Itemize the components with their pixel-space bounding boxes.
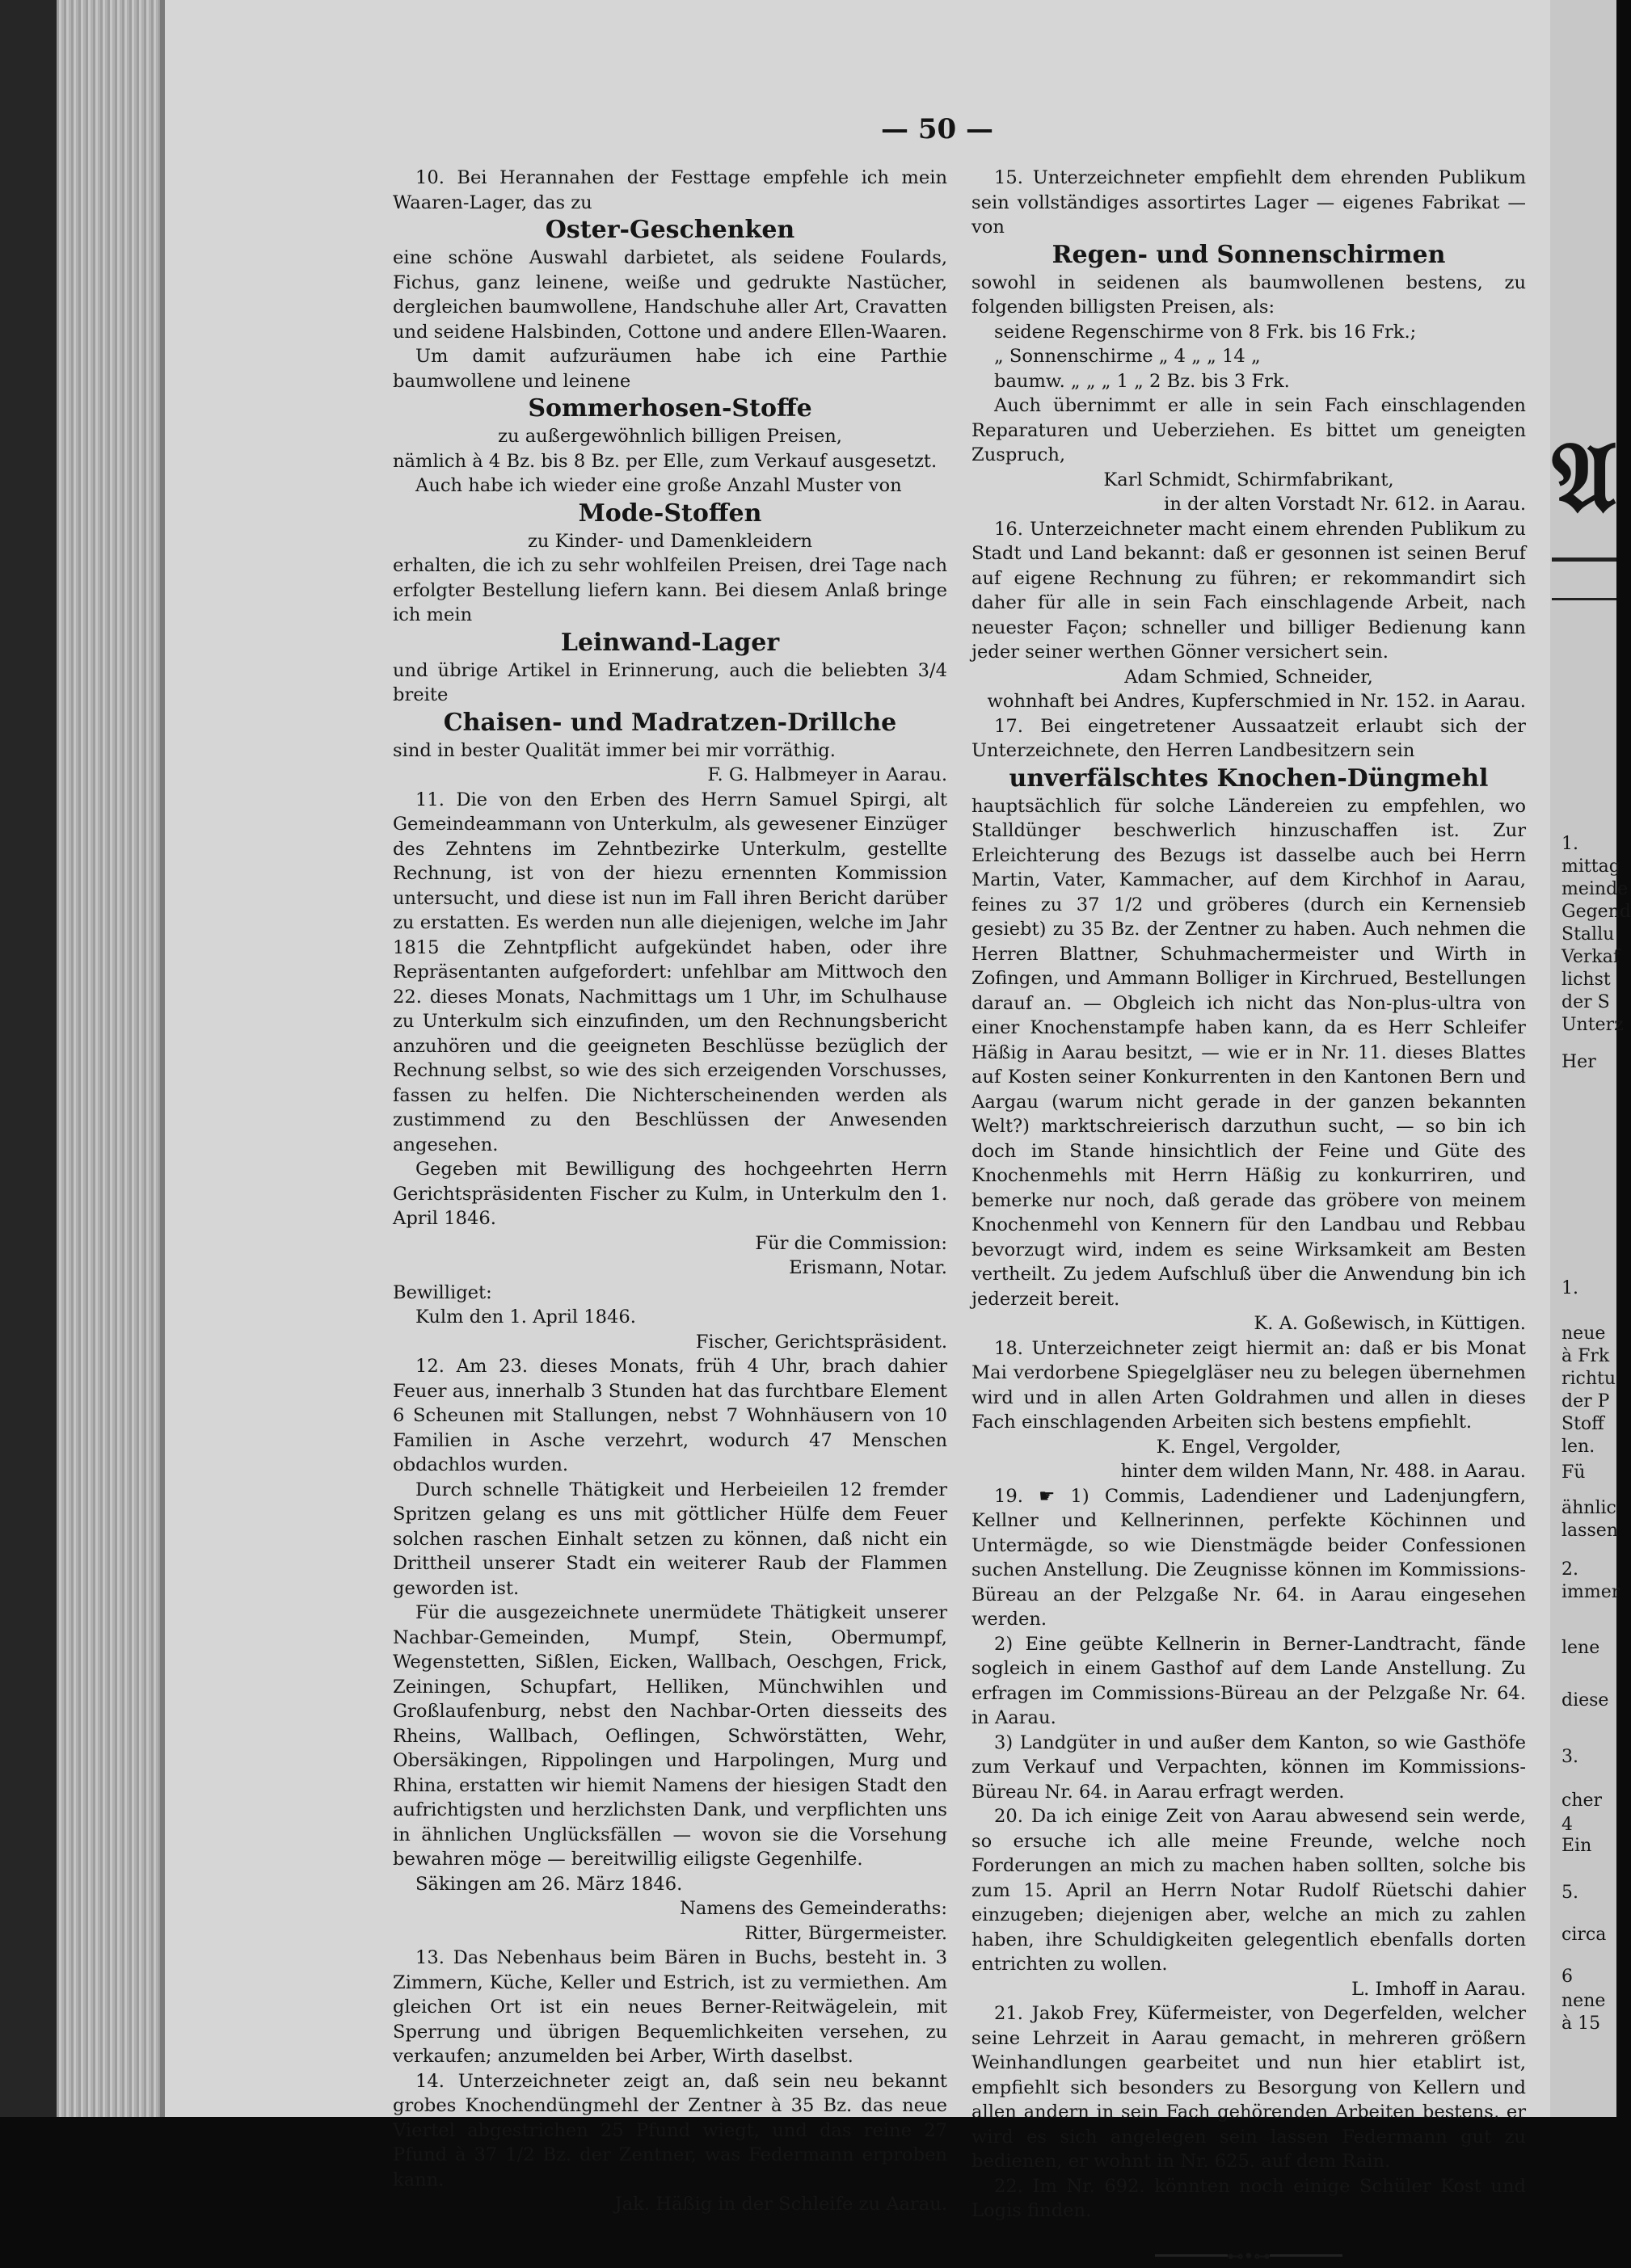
book-binding [0, 0, 57, 2117]
text-paragraph: 10. Bei Herannahen der Festtage empfehle ich mein Waaren-Lager, das zu [393, 167, 947, 213]
next-page-fragment: 4 [1561, 1815, 1573, 1835]
text-paragraph: Karl Schmidt, Schirmfabrikant, [1103, 469, 1394, 490]
advert-heading: Oster-Geschenken [545, 216, 795, 244]
text-paragraph: Gegeben mit Bewilligung des hochgeehrten Herrn Gerichtspräsidenten Fischer zu Kulm, in Unterkulm den 1. April 1846. [393, 1159, 947, 1229]
next-page-fragment: à Frk [1561, 1346, 1610, 1366]
signature-line: Jak. Häßig in der Schleife zu Aarau. [614, 2194, 947, 2215]
next-page-fragment: der P [1561, 1391, 1610, 1412]
signature-line: Fischer, Gerichtspräsident. [695, 1331, 947, 1353]
signature-line: Für die Commission: [755, 1232, 947, 1254]
next-page-fragment: cher [1561, 1790, 1603, 1811]
text-paragraph: Durch schnelle Thätigkeit und Herbeieilen 12 fremder Spritzen gelang es uns mit göttlicher Hülfe dem Feuer solchen raschen Einhalt setzen zu können, daß nicht ein Drittheil unserer Stadt ein weiterer Raub der Flammen geworden ist. [393, 1479, 947, 1599]
signature-line: hinter dem wilden Mann, Nr. 488. in Aarau. [1120, 1461, 1526, 1482]
text-paragraph: Auch übernimmt er alle in sein Fach einschlagenden Reparaturen und Ueberziehen. Es bittet um geneigten Zuspruch, [971, 395, 1526, 465]
page-number: — 50 — [881, 113, 993, 145]
text-paragraph: Adam Schmied, Schneider, [1124, 666, 1373, 688]
text-paragraph: 21. Jakob Frey, Küfermeister, von Degerfelden, welcher seine Lehrzeit in Aarau gemacht, in mehreren größern Weinhandlungen gearbeitet und nun hier etablirt ist, empfiehlt sich besonders zu Besorgung von Kellern und allen andern in sein Fach gehörenden Arbeiten bestens, er wird es sich angelegen sein lassen Federmann gut zu bedienen, er wohnt in Nr. 625. auf dem Rain. [971, 2003, 1526, 2172]
next-page-fragment: 1. [1561, 834, 1578, 854]
text-paragraph: 19. ☛ 1) Commis, Ladendiener und Ladenjungfern, Kellner und Kellnerinnen, perfekte Köchinnen und Untermägde, so wie Dienstmägde beider Confessionen suchen Anstellung. Die Zeugnisse können im Kommissions-Büreau an der Pelzgaße Nr. 64. in Aarau eingesehen werden. [971, 1485, 1526, 1630]
next-page-fragment: lene [1561, 1638, 1600, 1658]
text-paragraph: 11. Die von den Erben des Herrn Samuel Spirgi, alt Gemeindeammann von Unterkulm, als gewesener Einzüger des Zehntens im Zehntbezirke Unterkulm, gestellte Rechnung, ist von der hiezu ernennten Kommission untersucht, und diese ist nun im Fall ihren Bericht darüber zu erstatten. Es werden nun alle diejenigen, welche im Jahr 1815 die Zehntpflicht aufgekündet haben, oder ihre Repräsentanten aufgefordert: unfehlbar am Mittwoch den 22. dieses Monats, Nachmittags um 1 Uhr, im Schulhause zu Unterkulm sich einzufinden, um den Rechnungsbericht anzuhören und die geeigneten Beschlüsse bezüglich der Rechnung selbst, so wie des sich erzeigenden Vorschusses, fassen zu helfen. Die Nichterscheinenden werden als zustimmend zu den Beschlüssen der Anwesenden angesehen. [393, 789, 947, 1155]
signature-line: Ritter, Bürgermeister. [744, 1922, 947, 1944]
right-column-items [971, 166, 1526, 2224]
signature-line: L. Imhoff in Aarau. [1351, 1978, 1526, 2000]
next-page-fragment: neue [1561, 1323, 1606, 1344]
next-page-fragment: circa [1561, 1925, 1607, 1945]
text-paragraph: sind in bester Qualität immer bei mir vorräthig. [393, 739, 836, 761]
next-page-fragment: 2. [1561, 1559, 1578, 1580]
advert-heading: Chaisen- und Madratzen-Drillche [443, 708, 897, 737]
text-paragraph: Bewilliget: [393, 1281, 492, 1303]
text-paragraph: 13. Das Nebenhaus beim Bären in Buchs, besteht in. 3 Zimmern, Küche, Keller und Estrich, ist zu vermiethen. Am gleichen Ort ist ein neues Berner-Reitwägelein, mit Sperrung und übrigen Bequemlichkeiten versehen, zu verkaufen; anzumelden bei Arber, Wirth daselbst. [393, 1947, 947, 2067]
signature-line: Erismann, Notar. [789, 1257, 947, 1278]
advert-heading: Leinwand-Lager [560, 628, 780, 657]
next-page-fragment: Gegend [1561, 902, 1631, 922]
text-paragraph: sowohl in seidenen als baumwollenen bestens, zu folgenden billigsten Preisen, als: [971, 271, 1526, 318]
next-page-fragment: ähnlic [1561, 1498, 1616, 1518]
next-page-rule [1552, 558, 1616, 562]
text-paragraph: zu Kinder- und Damenkleidern [527, 530, 813, 552]
signature-line: Namens des Gemeinderaths: [680, 1898, 947, 1919]
next-page-fragment: Verkaf [1561, 947, 1620, 967]
text-paragraph: baumw. „ „ „ 1 „ 2 Bz. bis 3 Frk. [994, 370, 1290, 392]
left-column [393, 166, 947, 2217]
next-page-fragment: 5. [1561, 1883, 1578, 1903]
signature-line: F. G. Halbmeyer in Aarau. [707, 764, 947, 785]
next-page-fragment: 1. [1561, 1278, 1578, 1298]
next-page-headline-fragment: 𝔄 [1552, 420, 1616, 534]
signature-line: wohnhaft bei Andres, Kupferschmied in Nr. 152. in Aarau. [987, 691, 1526, 712]
text-paragraph: nämlich à 4 Bz. bis 8 Bz. per Elle, zum Verkauf ausgesetzt. [393, 450, 938, 472]
text-paragraph: Kulm den 1. April 1846. [415, 1307, 636, 1328]
right-column [971, 166, 1526, 2268]
next-page-fragment: mittag [1561, 856, 1620, 877]
signature-line: in der alten Vorstadt Nr. 612. in Aarau. [1164, 494, 1526, 515]
next-page-fragment: Stoff [1561, 1414, 1604, 1434]
text-paragraph: 18. Unterzeichneter zeigt hiermit an: daß er bis Monat Mai verdorbene Spiegelgläser neu zu belegen übernehmen wird und in allen Arten Goldrahmen und allen in dieses Fach einschlagenden Arbeiten sich bestens empfiehlt. [971, 1337, 1526, 1433]
next-page-fragment: à 15 [1561, 2013, 1601, 2034]
text-paragraph: 3) Landgüter in und außer dem Kanton, so wie Gasthöfe zum Verkauf und Verpachten, können im Kommissions-Büreau Nr. 64. in Aarau erfragt werden. [971, 1732, 1526, 1803]
next-page-fragment: Stallu [1561, 924, 1615, 945]
text-paragraph: Auch habe ich wieder eine große Anzahl Muster von [415, 475, 902, 496]
next-page-fragment: lassen [1561, 1521, 1618, 1541]
next-page-fragment: len. [1561, 1437, 1595, 1457]
text-paragraph: 22. Im Nr. 692. könnten noch einige Schüler Kost und Logis finden. [971, 2175, 1526, 2221]
next-page-fragment: Ein [1561, 1836, 1592, 1856]
text-paragraph: zu außergewöhnlich billigen Preisen, [498, 426, 842, 447]
advert-heading: Sommerhosen-Stoffe [528, 394, 812, 423]
advert-heading: Regen- und Sonnenschirmen [1052, 240, 1446, 269]
next-page-fragment: meinde [1561, 879, 1629, 899]
next-page-fragment: lichst [1561, 970, 1611, 990]
text-paragraph: erhalten, die ich zu sehr wohlfeilen Preisen, drei Tage nach erfolgter Bestellung liefern kann. Bei diesem Anlaß bringe ich mein [393, 555, 947, 625]
text-paragraph: hauptsächlich für solche Ländereien zu empfehlen, wo Stalldünger beschwerlich hinzuschaffen ist. Zur Erleichterung des Bezugs ist dasselbe auch bei Herrn Martin, Vater, Kammacher, auf dem Kirchhof in Aarau, feines zu 37 1/2 und gröberes (durch ein Kernensieb gesiebt) zu 35 Bz. der Zentner zu haben. Auch nehmen die Herren Blattner, Schuhmachermeister und Wirth in Zofingen, und Ammann Bolliger in Kirchrued, Bestellungen darauf an. — Obgleich ich nicht das Non-plus-ultra von einer Knochenstampfe haben kann, da es Herr Schleifer Häßig in Aarau besitzt, — wie er in Nr. 11. dieses Blattes auf Kosten seiner Konkurrenten in den Kantonen Bern und Aargau (warum nicht gerade in der ganzen bekannten Welt?) marktschreierisch darzuthun sucht, — so bin ich doch im Stande hinsichtlich der Feine und Güte des Knochenmehls mit Herrn Häßig zu konkurriren, und bemerke nur noch, daß gerade das gröbere von meinem Knochenmehl von Kennern für den Landbau und Rebbau bevorzugt wird, indem es seine Wirksamkeit am Besten vertheilt. Zu jedem Aufschluß über die Anwendung bin ich jederzeit bereit. [971, 795, 1526, 1310]
text-paragraph: seidene Regenschirme von 8 Frk. bis 16 Frk.; [994, 321, 1417, 343]
text-paragraph: 2) Eine geübte Kellnerin in Berner-Landtracht, fände sogleich in einem Gasthof auf dem Lande Anstellung. Zu erfragen im Commissions-Büreau an der Pelzgaße Nr. 64. in Aarau. [971, 1633, 1526, 1728]
next-page-rule-thin [1552, 598, 1616, 600]
text-paragraph: 17. Bei eingetretener Aussaatzeit erlaubt sich der Unterzeichnete, den Herren Landbesitzern sein [971, 715, 1526, 761]
next-page-fragment: der S [1561, 992, 1610, 1012]
text-paragraph: Säkingen am 26. März 1846. [415, 1873, 683, 1895]
text-paragraph: und übrige Artikel in Erinnerung, auch die beliebten 3/4 breite [393, 659, 947, 705]
text-paragraph: 12. Am 23. dieses Monats, früh 4 Uhr, brach dahier Feuer aus, innerhalb 3 Stunden hat das furchtbare Element 6 Scheunen mit Stallungen, nebst 7 Wohnhäusern von 10 Familien in Asche verzehrt, wodurch 47 Menschen obdachlos wurden. [393, 1356, 947, 1475]
page-edges [57, 0, 160, 2117]
text-paragraph: Um damit aufzuräumen habe ich eine Parthie baumwollene und leinene [393, 346, 947, 392]
text-paragraph: 14. Unterzeichneter zeigt an, daß sein neu bekannt grobes Knochendüngmehl der Zentner à 35 Bz. das neue Viertel abgestrichen 25 Pfund wiegt, und das reine 27 Pfund à 37 1/2 Bz. der Zentner, was Federmann erproben kann. [393, 2070, 947, 2190]
signature-line: K. A. Goßewisch, in Küttigen. [1254, 1313, 1526, 1334]
ornamental-rule: ⊷•⊶ [1136, 2243, 1362, 2268]
next-page-fragment: Unterz [1561, 1015, 1624, 1035]
text-paragraph: eine schöne Auswahl darbietet, als seidene Foulards, Fichus, ganz leinene, weiße und gedrukte Nastücher, dergleichen baumwollene, Handschuhe aller Art, Cravatten und seidene Halsbinden, Cottone und andere Ellen-Waaren. [393, 247, 947, 343]
text-paragraph: 20. Da ich einige Zeit von Aarau abwesend sein werde, so ersuche ich alle meine Freunde, welche noch Forderungen an mich zu machen haben sollten, solche bis zum 15. April an Herrn Notar Rudolf Rüetschi dahier einzugeben; diejenigen aber, welche an mich zu zahlen haben, ihre Schuldigkeiten gelegentlich ebenfalls dorten entrichten zu wollen. [971, 1806, 1526, 1975]
next-page-fragment: nene [1561, 1991, 1606, 2011]
text-paragraph: „ Sonnenschirme „ 4 „ „ 14 „ [994, 346, 1261, 367]
next-page-fragment: richtu [1561, 1369, 1616, 1389]
next-page-fragment: 3. [1561, 1747, 1578, 1767]
next-page-fragment: immer [1561, 1582, 1620, 1602]
text-paragraph: K. Engel, Vergolder, [1156, 1436, 1342, 1458]
advert-heading: unverfälschtes Knochen-Düngmehl [1009, 764, 1489, 793]
advert-heading: Mode-Stoffen [578, 499, 762, 528]
text-paragraph: Für die ausgezeichnete unermüdete Thätigkeit unserer Nachbar-Gemeinden, Mumpf, Stein, Obermumpf, Wegenstetten, Sißlen, Eicken, Wallbach, Oeschgen, Frick, Zeiningen, Schupfart, Helliken, Münchwihlen und Großlaufenburg, nebst den Nachbar-Orten diesseits des Rheins, Wallbach, Oeflingen, Schwörstätten, Wehr, Obersäkingen, Rippolingen und Harpolingen, Murg und Rhina, erstatten wir hiemit Namens der hiesigen Stadt den aufrichtigsten und herzlichsten Dank, und verpflichten uns in ähnlichen Unglücksfällen — wovon sie die Vorsehung bewahren möge — bereitwillig eiligste Gegenhilfe. [393, 1602, 947, 1870]
next-page-fragment: diese [1561, 1690, 1609, 1710]
next-page-fragment: 6 [1561, 1967, 1573, 1987]
next-page-fragment: Fü [1561, 1462, 1586, 1483]
text-paragraph: 16. Unterzeichneter macht einem ehrenden Publikum zu Stadt und Land bekannt: daß er gesonnen ist seinen Beruf auf eigene Rechnung zu führen; er rekommandirt sich daher für alle in sein Fach einschlagende Arbeit, nach neuester Façon; schneller und billiger Bedienung kann jeder seiner werthen Gönner versichert sein. [971, 518, 1526, 663]
next-page-fragment: Her [1561, 1052, 1596, 1072]
text-paragraph: 15. Unterzeichneter empfiehlt dem ehrenden Publikum sein vollständiges assortirtes Lager — eigenes Fabrikat — von [971, 167, 1526, 238]
